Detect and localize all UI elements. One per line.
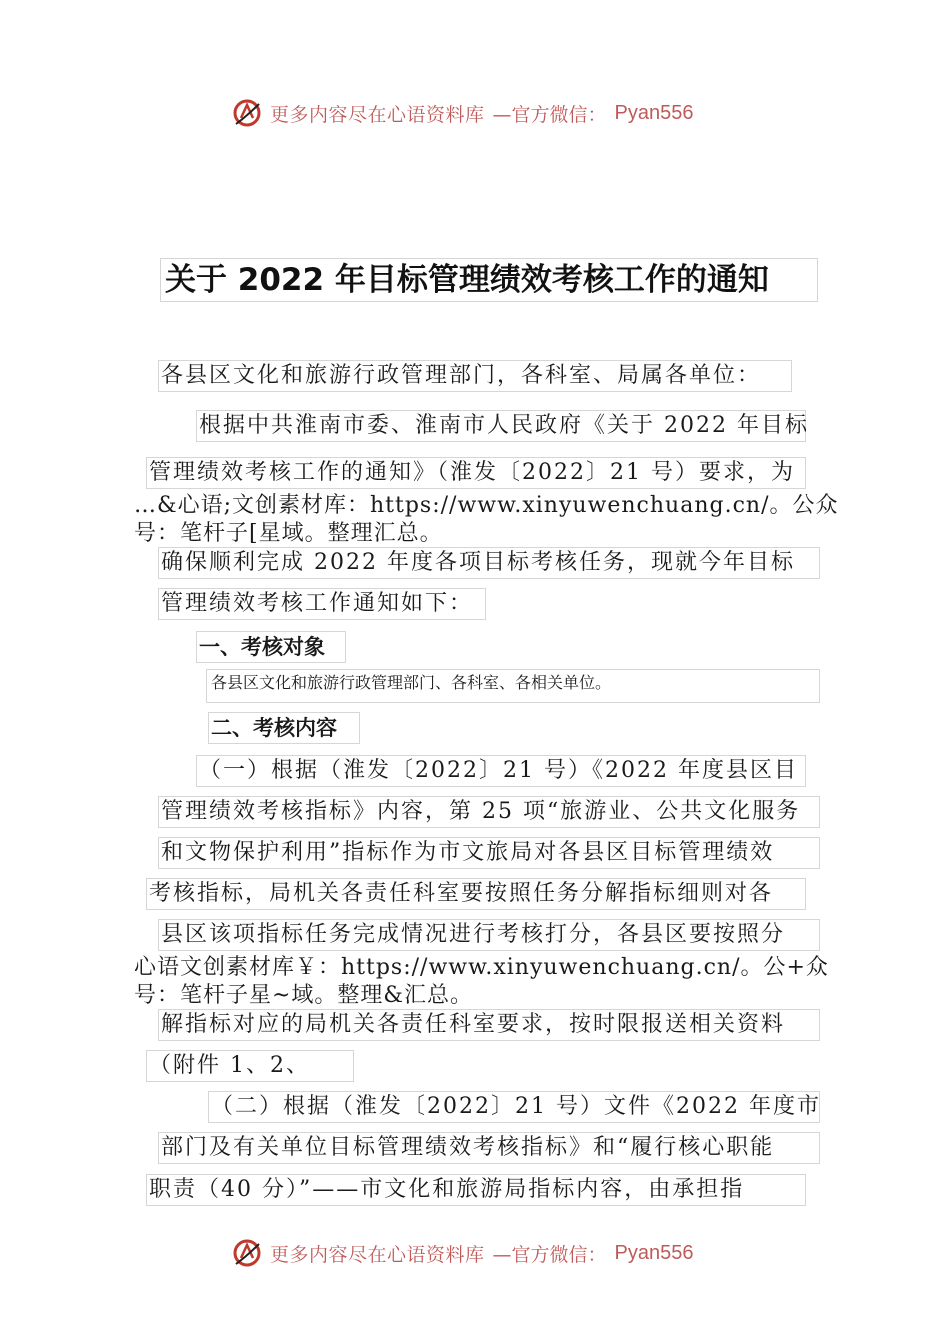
item2-line2: 部门及有关单位目标管理绩效考核指标》和“履行核心职能 xyxy=(158,1132,820,1164)
watermark-line: 号：笔杆子星~域。整理&汇总。 xyxy=(134,983,474,1008)
banner-text: 更多内容尽在心语资料库 xyxy=(270,1243,485,1266)
banner-account: Pyan556 xyxy=(614,101,694,124)
item1-line7: （附件 1、2、 xyxy=(146,1050,354,1082)
section2-heading: 二、考核内容 xyxy=(208,712,360,744)
brand-logo-icon xyxy=(232,98,262,128)
section1-text: 各县区文化和旅游行政管理部门、各科室、各相关单位。 xyxy=(206,669,820,703)
para1-line4: 管理绩效考核工作通知如下： xyxy=(158,588,486,620)
para1-line3: 确保顺利完成 2022 年度各项目标考核任务，现就今年目标 xyxy=(158,547,820,579)
header-banner xyxy=(232,96,694,130)
item1-line1: （一）根据（淮发〔2022〕21 号）《2022 年度县区目 xyxy=(196,755,806,787)
para1-line1: 根据中共淮南市委、淮南市人民政府《关于 2022 年目标 xyxy=(196,410,806,442)
item2-line1: （二）根据（淮发〔2022〕21 号）文件《2022 年度市 xyxy=(208,1091,820,1123)
item1-line5: 县区该项指标任务完成情况进行考核打分，各县区要按照分 xyxy=(158,919,820,951)
item1-line2: 管理绩效考核指标》内容，第 25 项“旅游业、公共文化服务 xyxy=(158,796,820,828)
banner-text: 更多内容尽在心语资料库 xyxy=(270,103,485,126)
page-title: 关于 2022 年目标管理绩效考核工作的通知 xyxy=(160,258,818,302)
footer-banner xyxy=(232,1236,694,1270)
item1-line3: 和文物保护利用”指标作为市文旅局对各县区目标管理绩效 xyxy=(158,837,820,869)
item1-line6: 解指标对应的局机关各责任科室要求，按时限报送相关资料 xyxy=(158,1009,820,1041)
item2-line3: 职责（40 分）”——市文化和旅游局指标内容，由承担指 xyxy=(146,1174,806,1206)
item1-line4: 考核指标，局机关各责任科室要按照任务分解指标细则对各 xyxy=(146,878,806,910)
watermark-line: 号：笔杆子[星域。整理汇总。 xyxy=(134,521,443,546)
banner-wechat-label: —官方微信： xyxy=(492,103,607,126)
banner-wechat-label: —官方微信： xyxy=(492,1243,607,1266)
para1-line2: 管理绩效考核工作的通知》（淮发〔2022〕21 号）要求，为 xyxy=(146,457,806,489)
section1-heading: 一、考核对象 xyxy=(196,631,346,663)
watermark-line: 心语文创素材库￥：https://www.xinyuwenchuang.cn/。公+众 xyxy=(134,955,829,980)
watermark-line: …&心语;文创素材库：https://www.xinyuwenchuang.cn/。公众 xyxy=(134,493,839,518)
banner-account: Pyan556 xyxy=(614,1241,694,1264)
brand-logo-icon xyxy=(232,1238,262,1268)
salutation: 各县区文化和旅游行政管理部门，各科室、局属各单位： xyxy=(158,360,792,392)
